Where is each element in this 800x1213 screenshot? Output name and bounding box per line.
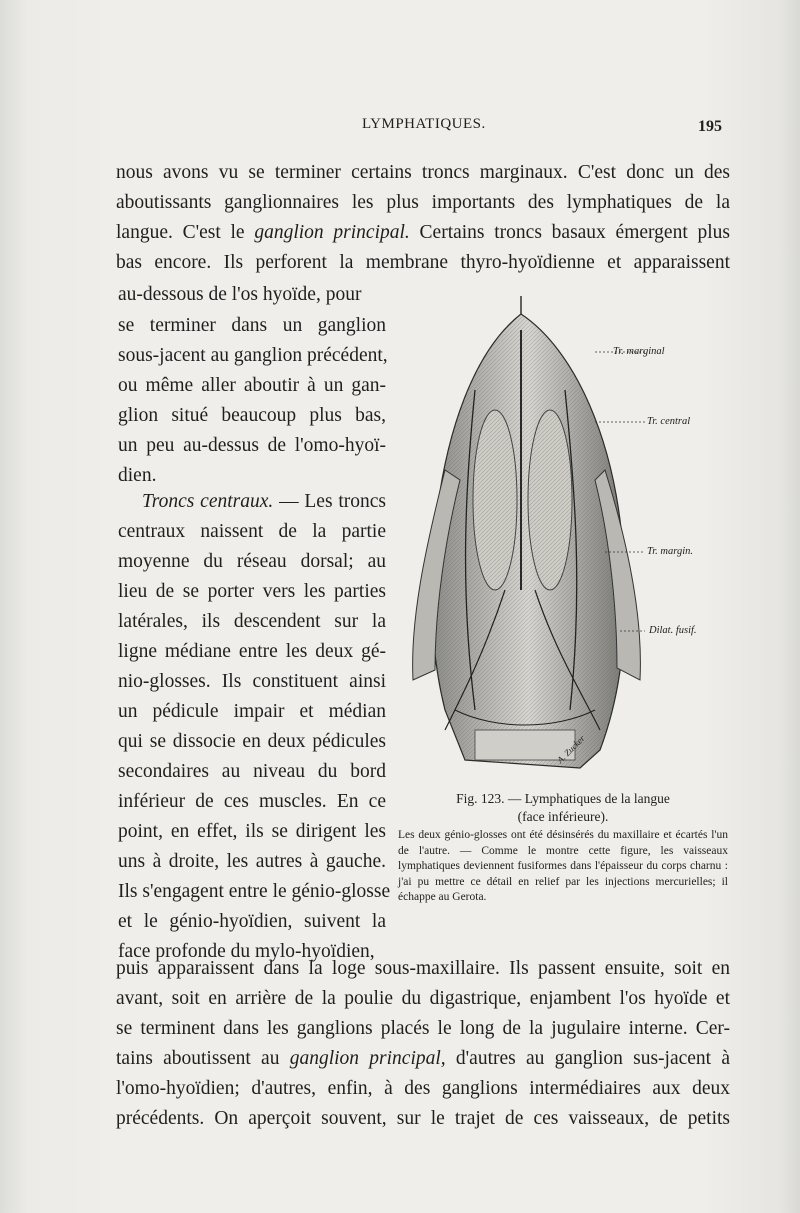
label-tr-central: Tr. central	[647, 416, 691, 427]
column-line: sous-jacent au ganglion précédent,	[118, 345, 388, 366]
label-tr-marginal: Tr. marginal	[613, 346, 665, 357]
body-line: nous avons vu se terminer certains troncs marginaux. C'est donc un des	[116, 162, 730, 183]
body-line: bas encore. Ils perforent la membrane thyro-hyoïdienne et apparaissent	[116, 252, 730, 273]
label-dilat-fusif: Dilat. fusif.	[649, 625, 697, 636]
column-line: secondaires au niveau du bord	[118, 761, 386, 782]
column-line: ou même aller aboutir à un gan-	[118, 375, 386, 396]
body-line: aboutissants ganglionnaires les plus importants des lymphatiques de la	[116, 192, 730, 213]
section-heading: Troncs centraux.	[142, 491, 274, 512]
column-line: glion situé beaucoup plus bas,	[118, 405, 386, 426]
column-line: inférieur de ces muscles. En ce	[118, 791, 386, 812]
column-line: point, en effet, ils se dirigent les	[118, 821, 386, 842]
column-line: moyenne du réseau dorsal; au	[118, 551, 386, 572]
figure-caption-title: Fig. 123. — Lymphatiques de la langue (face inférieure).	[398, 790, 728, 826]
running-title: LYMPHATIQUES.	[362, 116, 486, 132]
anatomical-figure	[405, 290, 745, 790]
column-line: se terminer dans un ganglion	[118, 315, 386, 336]
section-heading-line: Troncs centraux. — Les troncs	[142, 491, 386, 512]
column-line: latérales, ils descendent sur la	[118, 611, 386, 632]
body-line: se terminent dans les ganglions placés le long de la jugulaire interne. Cer-	[116, 1018, 730, 1039]
column-line: uns à droite, les autres à gauche.	[118, 851, 386, 872]
column-line: et le génio-hyoïdien, suivent la	[118, 911, 386, 932]
column-line: un peu au-dessus de l'omo-hyoï-	[118, 435, 386, 456]
body-line: avant, soit en arrière de la poulie du digastrique, enjambent l'os hyoïde et	[116, 988, 730, 1009]
label-tr-margin: Tr. margin.	[647, 546, 694, 557]
column-line: ligne médiane entre les deux gé-	[118, 641, 386, 662]
column-line: nio-glosses. Ils constituent ainsi	[118, 671, 386, 692]
body-line: au-dessous de l'os hyoïde, pour	[118, 284, 362, 305]
column-line: centraux naissent de la partie	[118, 521, 386, 542]
column-line: dien.	[118, 465, 157, 486]
column-line: qui se dissocie en deux pédicules	[118, 731, 386, 752]
column-line: un pédicule impair et médian	[118, 701, 386, 722]
body-line: langue. C'est le ganglion principal. Certains troncs basaux émergent plus	[116, 222, 730, 243]
page-number: 195	[698, 118, 722, 135]
running-head	[0, 116, 800, 140]
tongue-illustration	[405, 290, 745, 790]
figure-caption-subtitle: (face inférieure).	[517, 809, 609, 824]
body-line: l'omo-hyoïdien; d'autres, enfin, à des ganglions intermédiaires aux deux	[116, 1078, 730, 1099]
body-line: tains aboutissent au ganglion principal, d'autres au ganglion sus-jacent à	[116, 1048, 730, 1069]
column-line: Ils s'engagent entre le génio-glosse	[118, 881, 391, 902]
body-line: précédents. On aperçoit souvent, sur le trajet de ces vaisseaux, de petits	[116, 1108, 730, 1129]
figure-caption-body: Les deux génio-glosses ont été désinsérés du maxillaire et écartés l'un de l'autre. — Comme le montre cette figure, les vaisseaux lymphatiques deviennent fusiformes dans l'épaisseur du corps charnu : j'ai pu mettre ce détail en relief par les injections mercurielles; il échappe au Gerota.	[398, 829, 728, 903]
column-line: face profonde du mylo-hyoïdien,	[118, 941, 375, 962]
engraver-signature: A. Zucker	[555, 733, 587, 766]
italic-term: ganglion principal,	[289, 1048, 446, 1069]
body-line: puis apparaissent dans la loge sous-maxillaire. Ils passent ensuite, soit en	[116, 958, 730, 979]
column-line: lieu de se porter vers les parties	[118, 581, 386, 602]
italic-term: ganglion principal.	[254, 222, 410, 243]
